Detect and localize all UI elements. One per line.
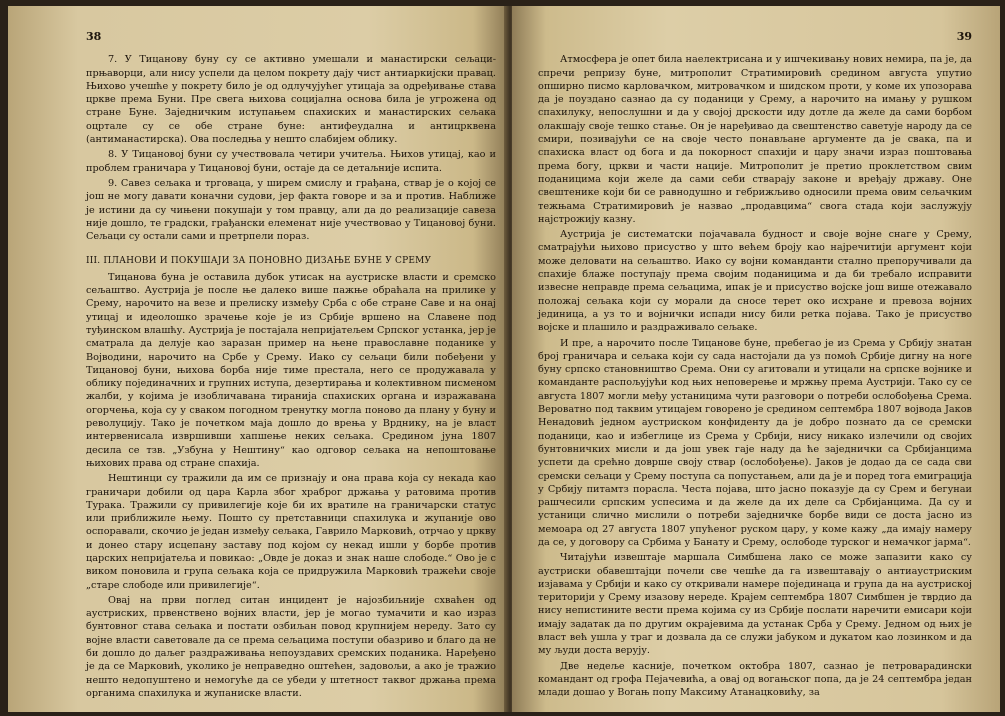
paragraph: Тицанова буна је оставила дубок утисак на аустриске власти и сремско сељаштво. Аустрија је после ње далеко више пажње обраћала на прилике у Срему, нарочито на везе и прелиску између Срба с обе стране Саве и на онај утицај и идеолошко зрачење које је из Србије вршено на Славене под туђинском влашћу. Аустрија је постајала непријатељем Српског устанка, јер је сматрала да делује као заразан пример на њене православне поданике у Војводини, нарочито на Србе у Срему. Иако су сељаци били побеђени у Тицановој буни, њихова борба није тиме престала, него се продужавала у облику појединачних и групних иступа, дезертирања и колективном писменом жалби, у којима је изобличавана тиранија спахиских органа и изражавана огорчења, која су у сваком погодном тренутку могла поново да плану у буну и револуцију. Тако је почетком маја дошло до врења у Врднику, на је власт интервенисала извршивши хапшење неких сељака. Средином јуна 1807 десила се тзв. „Узбуна у Нештину“ као одговор сељака на непоштовање њихових права од стране спахија. [86,271,496,469]
paragraph: 8. У Тицановој буни су учествовала четири учитеља. Њихов утицај, као и проблем граничара у Тицановој буни, остаје да се детаљније испита. [86,149,496,174]
paragraph: 7. У Тицановy буну су се активно умешали и манастирски сељаци-прњаворци, али нису успели да целом покрету дају чист антиаркијски правац. Њихово учешће у покрету било је од одлучујућег утицаја за одређивање става цркве према Буни. Пре свега њихова социјална основа била је угрожена од стране Буне. Заједничким иступањем спахиских и манастирских сељака оцртале су се обе стране буне: антифеудална и антицрквена (антиманастирска). Ова последња у нешто слабијем облику. [86,54,496,146]
paragraph: Читајући извештаје маршала Симбшена лако се може запазити како су аустриски обавештајци почели све чешће да га извештавају о антиаустриским изјавама у Србији и како су откривали намере појединаца и група да на аустриској територији у Срему изазову нереде. Крајем септембра 1807 Симбшен је тврдио да нису непистините вести према којима су из Србије послати наречити емисари који имају задатак да по другим окрајевима да устанак Срба у Срему. Једном од њих је власт већ ушла у траг и дозвала да се служи јабуком и дукатом као лозинком и да му људи доста верују. [538,552,972,657]
section-heading: III. ПЛАНОВИ И ПОКУШАЈИ ЗА ПОНОВНО ДИЗАЊЕ БУНЕ У СРЕМУ [86,256,432,267]
right-page-number: 39 [956,30,972,43]
left-page [8,6,508,712]
paragraph: Нештинци су тражили да им се признају и она права која су некада као граничари добили од цара Карла због храброг држања у ратовима против Турака. Тражили су привилегије које би их вратиле на граничарски статус или приближиле њему. Пошто су претставници спахилука и жупаније ово оспоравали, скочио је један између сељака, Гаврило Марковић, отрчао у цркву и донео стару исцепану заставу под којом су некад ишли у борбе против царских непријатеља и повикао: „Овде је доказ и знак наше слободе.“ Ово је с виком поновила и група сељака која се придружила Марковић тражећи своје „старе слободе или привилегије“. [86,473,496,591]
right-page [512,6,1000,712]
paragraph: И пре, а нарочито после Тицанове буне, пребегао је из Срема у Србију знатан број граничара и сељака који су сада настојали да уз помоћ Србије дигну на ноге буну српско становништво Срема. Они су агитовали и утицали на српске војнике и команданте распољујући код њих неповерење и мржњу према Аустрији. Тако су се августа 1807 могли међу устаницима чути разговори о потреби ослобођења Срема. Вероватно под таквим утицајем говорено је средином септембра 1807 војвода Јаков Ненадовић једном аустриском конфиденту да је добро познато да се сремски поданици, као и избеглице из Срема у Србији, нису никако излечили од својих бунтовничких мисли и да још увек гаје наду да ће заједнички са Србијанцима успети да срећно доврше своју ствар (ослобођење). Јаков је додао да се сада сви сремски сељаци у Срему поступа са попустањем, али да је и поред тога емиграција у Србију питамтз порасла. Честа појава, што јасно показује да су Срем и бегунаи рашчесили српским успесима и да желе да их деле са Србијанцима. Да су и устаници слично мислили о потреби заједничке борбе види се доста јасно из мемоара од 27 августа 1807 упућеног руском цару, у коме кажу „да имају намеру да се, у договору са Србима у Банату и Срему, ослободе турског и немачког јарма“. [538,337,972,548]
left-page-number: 38 [86,30,102,43]
paragraph: 9. Савез сељака и трговаца, у ширем смислу и грађана, ствар је о којој се још не могу давати коначни судови, јер факта говоре и за и против. Наближе је истини да су чињени покушаји у том правцу, али да до реализације савеза није дошло, те градски, грађански елеменат није учествовао у Тицановој буни. Сељаци су остали сами и претрпели пораз. [86,177,496,243]
right-page-body [538,53,972,699]
paragraph: Две недеље касније, почетком октобра 1807, сазнао је петроварадински командант од грофа Пејачевића, а овај од вогањског попа, да је 24 септембра један млади дошао у Вогањ попу Максиму Атанацковићу, за [538,660,972,699]
open-book [8,6,1000,712]
paragraph: Аустрија је систематски појачавала будност и своје војне снаге у Срему, сматрајући њихово присуство у што већем броју као најречитији аргумент који може деловати на сељаштво. Иако су војни команданти стално препоручивали да спахије блаже поступају према својим поданицима и да би требало исправити извесне неправде према сељацима, ипак је и присуство војске још више отежавало положај сељака који су морали да сносе терет око исхране и превоза војних јединица, а уз то и војнички испади нису били ретка појава. Тако је присуство војске и плашило и раздраживало сељаке. [538,229,972,334]
paragraph: Атмосфера је опет била наелектрисана и у ишчекивању нових немира, па је, да спречи репризу буне, митрополит Стратимировић средином августа упутио опширно писмо карловачком, митровачком и шидском проти, у коме их упозорава да је поуздано сазнао да су поданици у Срему, а нарочито на имању у рушком спахилуку, непослушни и да у својој дрскости иду дотле да желе да сами борбом олакшају своје тешко стање. Он је наређивао да свештенство саветује народу да се смири, позивајући се на своје често понављане аргументе да је свака, па и спахиска власт од бога и да покорност спахији и цару значи израз поштовања према богу, цркви и части нације. Митрополит је претио проклетством свим поданицима који желе да сами себи стварају законе и вређају државу. Оне свештенике који би се равнодушно и гебрижљиво односили према овим сељачким тежњама Стратимировић је назвао „продавцима“ свога стада који заслужују најстрожију казну. [538,54,972,225]
paragraph: Овај на први поглед ситан инцидент је најозбиљније схваћен од аустриских, првенствено војних власти, јер је могао тумачити и као израз бунтовног става сељака и постати озбиљан повод крупнијем нереду. Зато су војне власти саветовале да се према сељацима поступи обазриво и благо да не би дошло до даљег раздраживања непоуздавих сремских поданика. Наређено је да се Марковић, уколико је неправедно оштећен, задовољи, а ако је тражио нешто недопуштено и немогуће да се убеди у штетност таквог држања према органима спахилука и жупаниске власти. [86,594,496,699]
left-page-body [86,53,496,700]
